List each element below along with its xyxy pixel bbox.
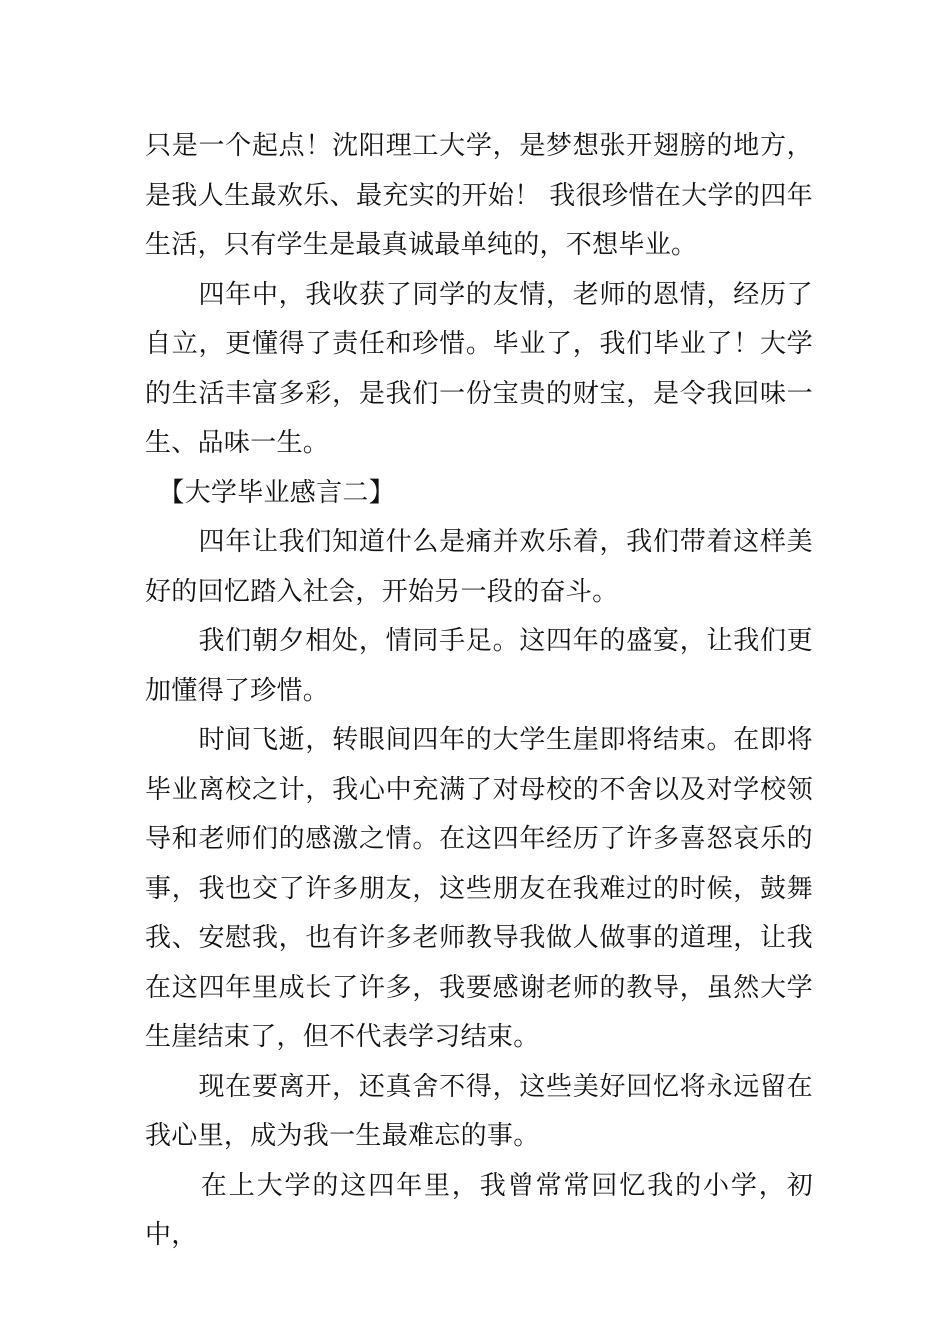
paragraph-5: 时间飞逝，转眼间四年的大学生崖即将结束。在即将毕业离校之计，我心中充满了对母校的不舍以及对学校领导和老师们的感激之情。在这四年经历了许多喜怒哀乐的事，我也交了许多朋友，这些朋友在我难过的时候，鼓舞我、安慰我，也有许多老师教导我做人做事的道理，让我在这四年里成长了许多，我要感谢老师的教导，虽然大学生崖结束了，但不代表学习结束。: [145, 725, 813, 1052]
paragraph-1: 只是一个起点！沈阳理工大学，是梦想张开翅膀的地方，是我人生最欢乐、最充实的开始！ 我很珍惜在大学的四年生活，只有学生是最真诚最单纯的，不想毕业。: [145, 131, 813, 260]
section-heading: 【大学毕业感言二】: [145, 477, 396, 508]
document-body: [145, 122, 813, 1261]
paragraph-2: 四年中，我收获了同学的友情，老师的恩情，经历了自立，更懂得了责任和珍惜。毕业了，我们毕业了！大学的生活丰富多彩，是我们一份宝贵的财宝，是令我回味一生、品味一生。: [145, 279, 813, 458]
paragraph-6: 现在要离开，还真舍不得，这些美好回忆将永远留在我心里，成为我一生最难忘的事。: [145, 1071, 813, 1151]
paragraph-7: 在上大学的这四年里，我曾常常回忆我的小学，初中，: [145, 1170, 813, 1250]
paragraph-3: 四年让我们知道什么是痛并欢乐着，我们带着这样美好的回忆踏入社会，开始另一段的奋斗。: [145, 527, 813, 607]
paragraph-4: 我们朝夕相处，情同手足。这四年的盛宴，让我们更加懂得了珍惜。: [145, 626, 813, 706]
